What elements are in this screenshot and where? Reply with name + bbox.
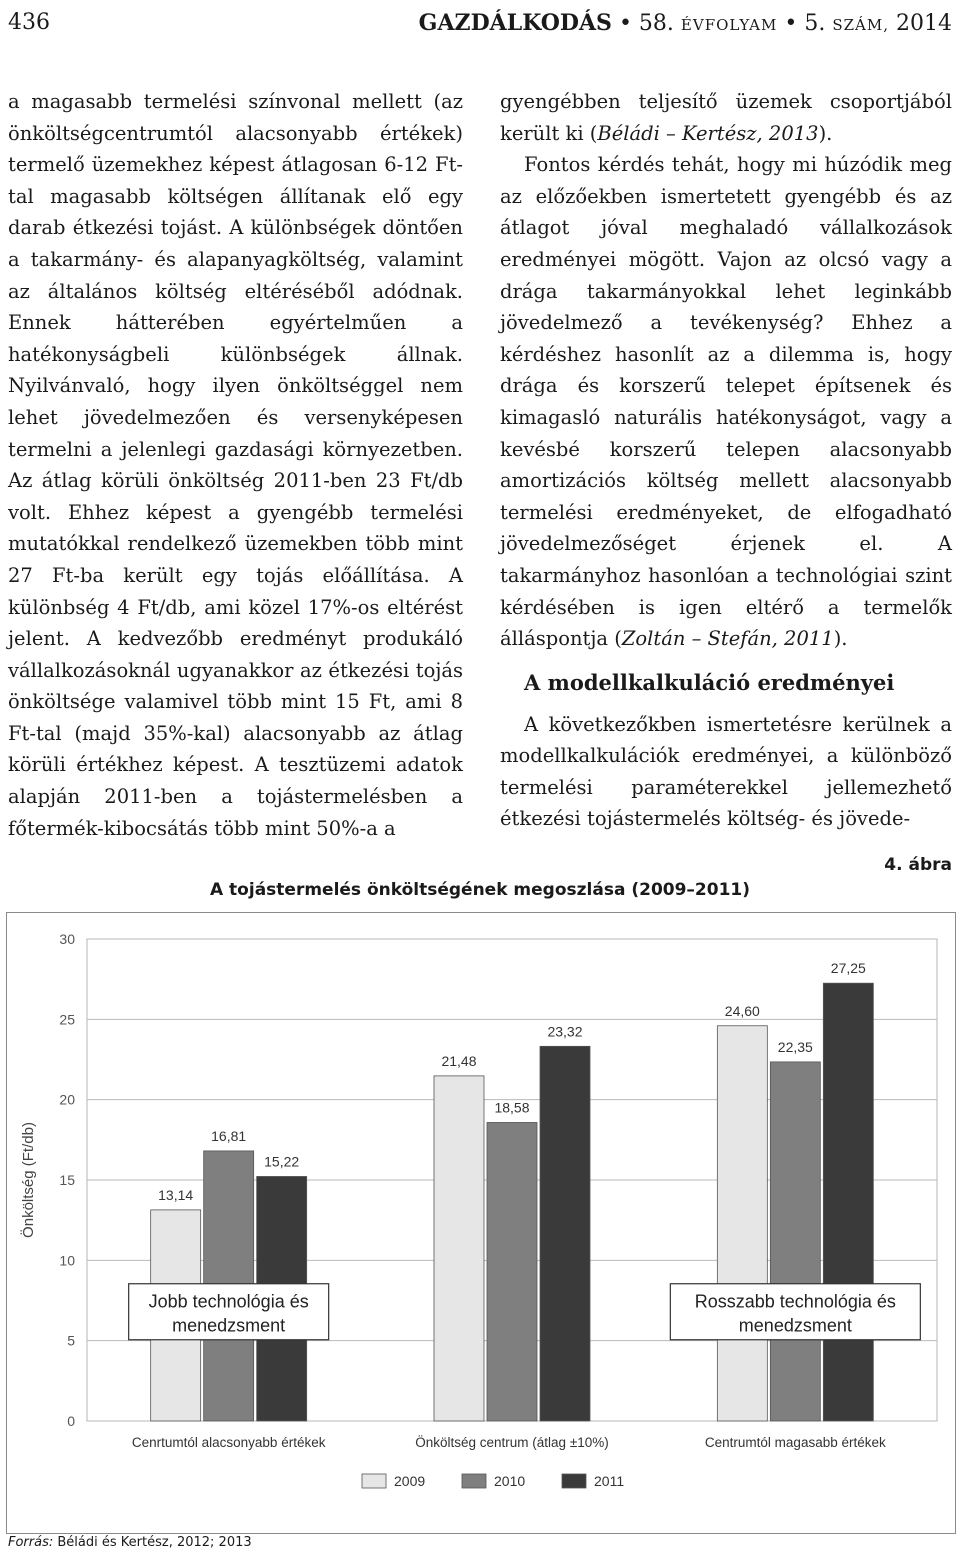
source-text: Béládi és Kertész, 2012; 2013 (57, 1535, 252, 1550)
data-label: 22,35 (777, 1038, 813, 1055)
volume-number: 58. (638, 11, 674, 36)
p2-citation: Zoltán – Stefán, 2011 (621, 627, 834, 651)
figure-title: A tojástermelés önköltségének megoszlása (2009–2011) (209, 880, 751, 900)
legend-label: 2011 (594, 1473, 625, 1489)
annotation-text: Rosszabb technológia és (694, 1291, 896, 1312)
running-head (419, 10, 952, 36)
issue-number: 5. (804, 11, 826, 36)
source-prefix: Forrás: (8, 1535, 54, 1550)
chart-frame (6, 912, 956, 1534)
annotation-text: menedzsment (172, 1315, 286, 1336)
bar (434, 1076, 484, 1421)
p2-end: ). (833, 627, 848, 651)
y-axis-label: Önköltség (Ft/db) (20, 1122, 37, 1238)
legend-swatch (562, 1474, 586, 1488)
category-label: Centrumtól magasabb értékek (704, 1435, 886, 1450)
category-label: Önköltség centrum (átlag ±10%) (415, 1435, 609, 1450)
figure-source (8, 1535, 252, 1550)
annotation-text: menedzsment (738, 1315, 852, 1336)
legend-swatch (462, 1474, 486, 1488)
bar (823, 983, 873, 1421)
annotation-text: Jobb technológia és (148, 1291, 309, 1312)
bar (487, 1122, 537, 1421)
section-heading: A modellkalkuláció eredményei (524, 669, 895, 695)
left-paragraph: a magasabb termelési színvonal mellett (az önköltségcentrumtól alacsonyabb értékek) termelő üzemekhez képest átlagosan 6-12 Ft-tal magasabb költségen állítanak elő egy darab étkezési tojást. A különbségek döntően a takarmány- és alapanyagköltség, valamint az általános költség eltéréséből adódnak. Ennek hátterében egyértelműen a hatékonyságbeli különbségek állnak. Nyilvánvaló, hogy ilyen önköltséggel nem lehet jövedelmezően és versenyképesen termelni a jelenlegi gazdasági környezetben. Az átlag körüli önköltség 2011-ben 23 Ft/db volt. Ehhez képest a gyengébb termelési mutatókkal rendelkező üzemekben több mint 27 Ft-ba került egy tojás előállítása. A különbség 4 Ft/db, ami közel 17%-os eltérést jelent. A kedvezőbb eredményt produkáló vállalkozásoknál ugyanakkor az étkezési tojás önköltsége valamivel több mint 15 Ft, ami 8 Ft-tal (majd 35%-kal) alacsonyabb az átlag körüli értékhez képest. A tesztüzemi adatok alapján 2011-ben a tojástermelésben a főtermék-kibocsátás több mint 50%-a a (8, 90, 463, 840)
y-tick-label: 30 (59, 931, 75, 947)
data-label: 21,48 (441, 1052, 477, 1069)
issue-word: SZÁM, (832, 16, 889, 34)
page-number: 436 (8, 10, 50, 35)
p1-end: ). (818, 121, 833, 145)
right-paragraph-1 (500, 86, 952, 149)
p1-text: gyengébben teljesítő üzemek csoportjából került ki ( (500, 90, 952, 145)
y-tick-label: 25 (59, 1011, 75, 1028)
data-label: 13,14 (158, 1186, 194, 1203)
right-paragraph-2 (500, 149, 952, 655)
data-label: 16,81 (211, 1127, 247, 1144)
bar-chart (7, 913, 955, 1533)
page-header (8, 4, 952, 44)
y-tick-label: 5 (67, 1332, 75, 1349)
data-label: 27,25 (830, 960, 866, 977)
p1-citation: Béládi – Kertész, 2013 (597, 121, 819, 145)
separator-dot: • (784, 11, 798, 36)
y-tick-label: 10 (59, 1252, 75, 1269)
legend-label: 2009 (394, 1473, 426, 1489)
separator-dot: • (618, 11, 632, 36)
data-label: 15,22 (264, 1153, 300, 1170)
right-paragraph-3: A következőkben ismertetésre kerülnek a modellkalkulációk eredményei, a különböző termelési paraméterekkel jellemezhető étkezési tojástermelés költség- és jövede- (500, 712, 952, 831)
data-label: 23,32 (547, 1023, 583, 1040)
y-tick-label: 20 (59, 1091, 75, 1108)
bar (770, 1062, 820, 1421)
year: 2014 (896, 11, 952, 36)
y-tick-label: 0 (67, 1413, 75, 1429)
legend-swatch (362, 1474, 386, 1488)
legend-label: 2010 (494, 1473, 526, 1489)
left-column (8, 86, 463, 844)
figure-label: 4. ábra (884, 855, 952, 875)
data-label: 24,60 (724, 1002, 760, 1019)
volume-word: ÉVFOLYAM (680, 16, 778, 34)
category-label: Cenrtumtól alacsonyabb értékek (131, 1435, 326, 1450)
data-label: 18,58 (494, 1099, 530, 1116)
bar (717, 1026, 767, 1421)
right-column (500, 86, 952, 835)
journal-name: GAZDÁLKODÁS (418, 10, 612, 36)
p2-text: Fontos kérdés tehát, hogy mi húzódik meg az előzőekben ismertetett gyengébb és az átlagot jóval meghaladó vállalkozások eredményei mögött. Vajon az olcsó vagy a drága takarmányokkal lehet leginkább jövedelmező a tevékenység? Ehhez a kérdéshez hasonlít az a dilemma is, hogy drága és korszerű telepet építsenek és kimagasló naturális hatékonyságot, vagy a kevésbé korszerű telepen alacsonyabb amortizációs költség mellett alacsonyabb termelési eredményeket, de elfogadható jövedelmezőséget érjenek el. A takarmányhoz hasonlóan a technológiai szint kérdésében is igen eltérő a termelők álláspontja ( (500, 153, 952, 651)
bar (540, 1046, 590, 1421)
y-tick-label: 15 (59, 1172, 75, 1188)
